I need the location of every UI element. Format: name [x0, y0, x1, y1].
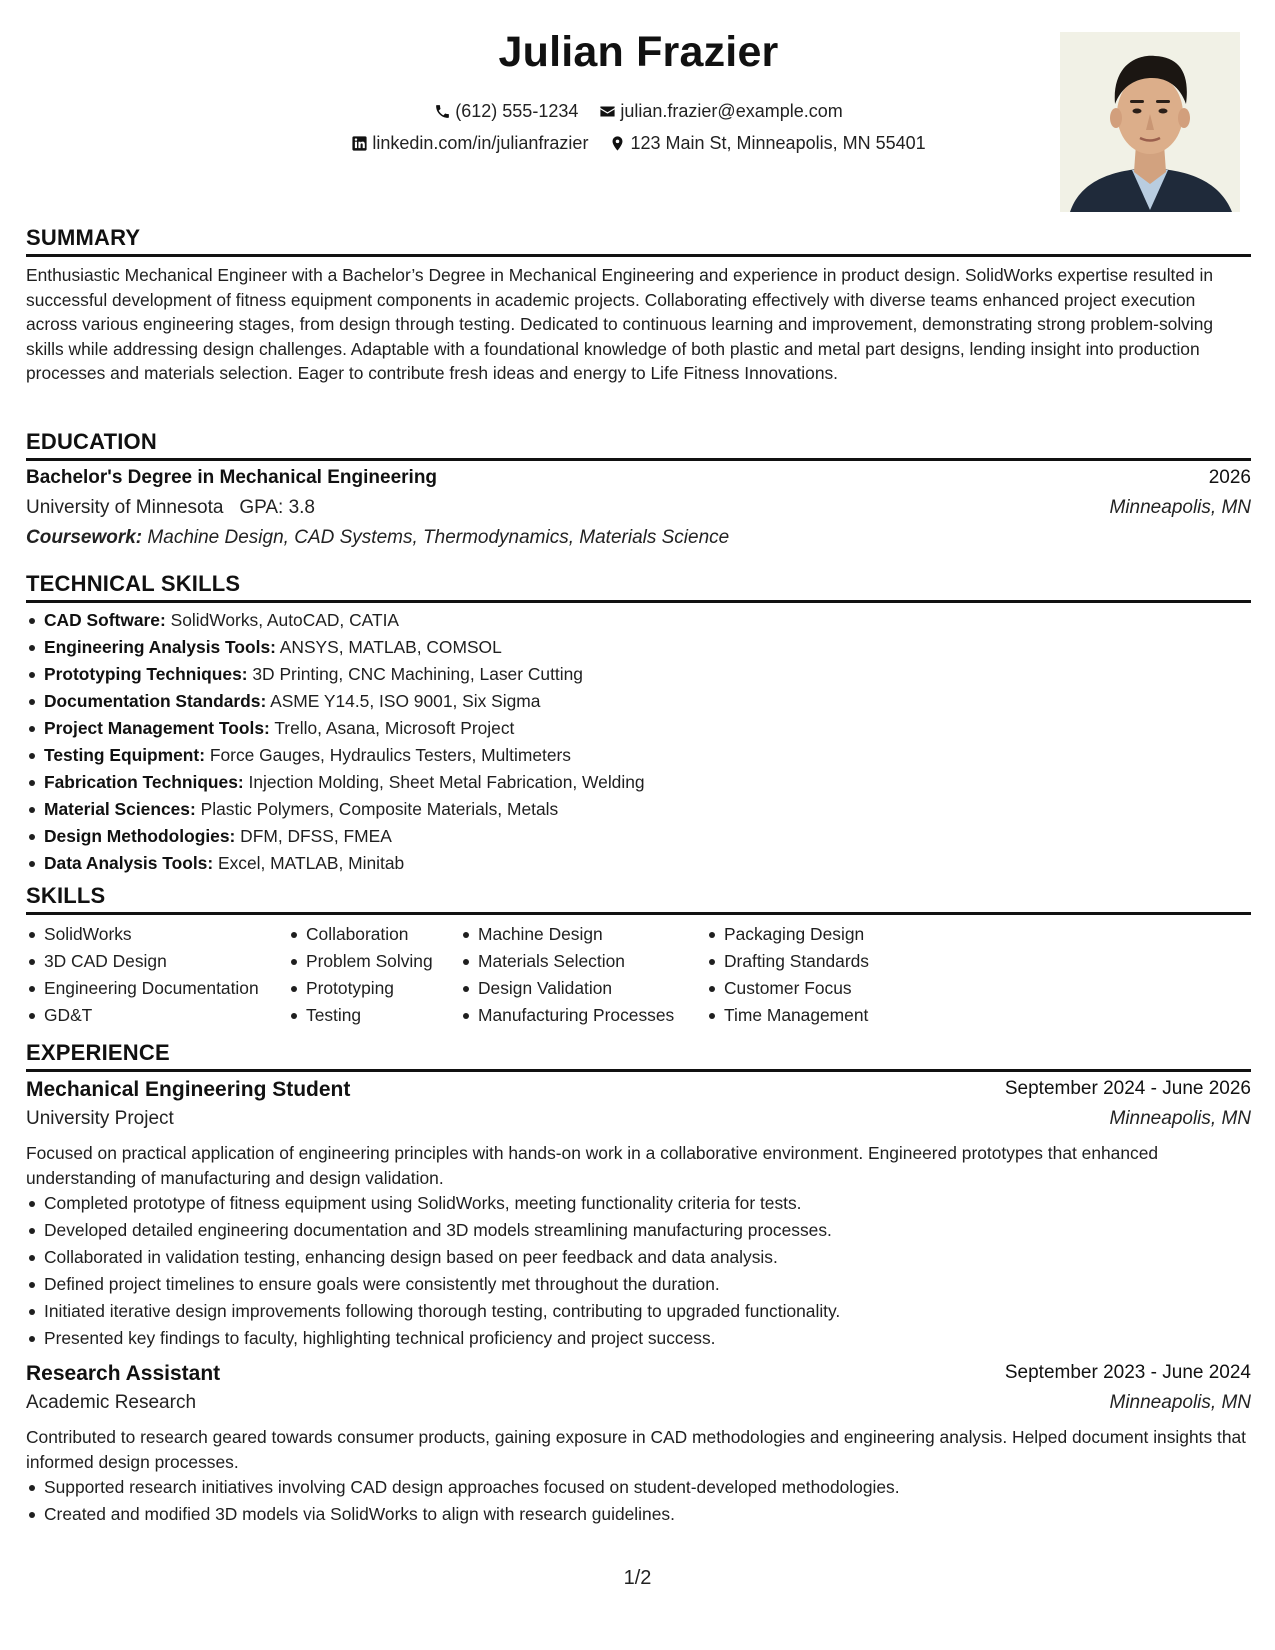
- skills-columns: [26, 921, 1251, 1031]
- skill-item: Customer Focus: [706, 975, 869, 1002]
- list-item: Presented key findings to faculty, highlighting technical proficiency and project success.: [26, 1325, 1251, 1352]
- job-dates: September 2024 - June 2026: [1004, 1078, 1251, 1099]
- skills-column: [460, 921, 674, 1029]
- summary-section: [26, 224, 1251, 386]
- summary-text: Enthusiastic Mechanical Engineer with a Bachelor’s Degree in Mechanical Engineering and experience in product design. SolidWorks expertise resulted in successful development of fitness equipment components in academic projects. Collaborating effectively with diverse teams enhanced project execution across various engineering stages, from design through testing. Dedicated to continuous learning and improvement, demonstrating strong problem-solving skills while addressing design challenges. Adaptable with a foundational knowledge of both plastic and metal part designs, lending insight into production processes and materials selection. Eager to contribute fresh ideas and energy to Life Fitness Innovations.: [26, 265, 1214, 383]
- skill-item: Time Management: [706, 1002, 869, 1029]
- email-text: julian.frazier@example.com: [620, 100, 843, 121]
- section-divider: [26, 254, 1251, 257]
- job-description: Contributed to research geared towards consumer products, gaining exposure in CAD methodologies and engineering analysis. Helped document insights that informed design processes.: [26, 1427, 1246, 1472]
- map-pin-icon: [609, 135, 626, 152]
- technical-skill-item: [26, 850, 1251, 877]
- technical-skill-item: [26, 742, 1251, 769]
- skill-item: GD&T: [26, 1002, 259, 1029]
- profile-photo: [1060, 32, 1240, 212]
- skill-item: Machine Design: [460, 921, 674, 948]
- skills-column: [288, 921, 433, 1029]
- job-header: [26, 1078, 1251, 1108]
- job-title: Mechanical Engineering Student: [26, 1078, 351, 1101]
- job-location: Minneapolis, MN: [1109, 1108, 1251, 1129]
- section-title: TECHNICAL SKILLS: [26, 571, 241, 596]
- skill-category-label: Data Analysis Tools:: [44, 853, 214, 873]
- degree-name: Bachelor's Degree in Mechanical Engineering: [26, 467, 438, 488]
- list-item: Completed prototype of fitness equipment using SolidWorks, meeting functionality criteria for tests.: [26, 1190, 1251, 1217]
- skill-category-label: CAD Software:: [44, 610, 166, 630]
- skill-item: Drafting Standards: [706, 948, 869, 975]
- skill-category-label: Project Management Tools:: [44, 718, 270, 738]
- section-divider: [26, 458, 1251, 461]
- skill-category-values: DFM, DFSS, FMEA: [240, 826, 392, 846]
- skill-category-values: Plastic Polymers, Composite Materials, Metals: [200, 799, 559, 819]
- skill-item: 3D CAD Design: [26, 948, 259, 975]
- page-number: 1/2: [623, 1567, 652, 1589]
- education-school-row: [26, 497, 1251, 527]
- job-description: Focused on practical application of engineering principles with hands-on work in a collaborative environment. Engineered prototypes that enhanced understanding of manufacturing and design validation.: [26, 1143, 1159, 1188]
- section-divider: [26, 1069, 1251, 1072]
- email-contact[interactable]: [599, 101, 842, 122]
- phone-contact[interactable]: [434, 101, 578, 122]
- skill-category-label: Fabrication Techniques:: [44, 772, 244, 792]
- skill-category-label: Documentation Standards:: [44, 691, 267, 711]
- candidate-name: Julian Frazier: [498, 28, 779, 76]
- job-title: Research Assistant: [26, 1362, 221, 1385]
- technical-skills-section: [26, 570, 1251, 877]
- gpa: GPA: 3.8: [239, 497, 315, 518]
- skill-category-values: Force Gauges, Hydraulics Testers, Multimeters: [209, 745, 571, 765]
- technical-skill-item: [26, 715, 1251, 742]
- job-entry: [26, 1362, 1251, 1528]
- envelope-icon: [599, 103, 616, 120]
- education-row: [26, 467, 1251, 497]
- technical-skill-item: [26, 796, 1251, 823]
- skill-category-label: Material Sciences:: [44, 799, 196, 819]
- skill-category-values: Trello, Asana, Microsoft Project: [274, 718, 515, 738]
- linkedin-icon: [351, 135, 368, 152]
- skills-section: [26, 882, 1251, 1031]
- section-title: SKILLS: [26, 883, 106, 908]
- job-dates: September 2023 - June 2024: [1004, 1362, 1251, 1383]
- skill-item: Packaging Design: [706, 921, 869, 948]
- list-item: Initiated iterative design improvements following thorough testing, contributing to upgraded functionality.: [26, 1298, 1251, 1325]
- job-org: Academic Research: [26, 1392, 197, 1413]
- section-title: SUMMARY: [26, 225, 141, 250]
- school-location: Minneapolis, MN: [1109, 497, 1251, 518]
- technical-skill-item: [26, 823, 1251, 850]
- job-org-row: [26, 1392, 1251, 1422]
- phone-text: (612) 555-1234: [455, 100, 579, 121]
- skill-item: Prototyping: [288, 975, 433, 1002]
- list-item: Collaborated in validation testing, enhancing design based on peer feedback and data analysis.: [26, 1244, 1251, 1271]
- section-title: EDUCATION: [26, 429, 157, 454]
- technical-skill-item: [26, 607, 1251, 634]
- skill-category-label: Design Methodologies:: [44, 826, 236, 846]
- resume-header: [26, 20, 1251, 220]
- address-contact: [609, 133, 925, 154]
- skill-item: Manufacturing Processes: [460, 1002, 674, 1029]
- technical-skill-item: [26, 661, 1251, 688]
- skill-category-values: SolidWorks, AutoCAD, CATIA: [170, 610, 399, 630]
- coursework-list: Machine Design, CAD Systems, Thermodynamics, Materials Science: [147, 527, 730, 548]
- list-item: Developed detailed engineering documentation and 3D models streamlining manufacturing processes.: [26, 1217, 1251, 1244]
- coursework-label: Coursework:: [26, 527, 143, 548]
- school-name: University of Minnesota: [26, 497, 224, 518]
- skill-category-label: Testing Equipment:: [44, 745, 206, 765]
- coursework-line: [26, 527, 1251, 549]
- job-entry: [26, 1078, 1251, 1352]
- technical-skill-item: [26, 688, 1251, 715]
- skill-item: Collaboration: [288, 921, 433, 948]
- list-item: Created and modified 3D models via SolidWorks to align with research guidelines.: [26, 1501, 1251, 1528]
- skill-category-values: Injection Molding, Sheet Metal Fabrication, Welding: [248, 772, 645, 792]
- school-line: [26, 497, 315, 519]
- address-text: 123 Main St, Minneapolis, MN 55401: [630, 132, 926, 153]
- section-divider: [26, 912, 1251, 915]
- linkedin-contact[interactable]: [351, 133, 588, 154]
- skill-category-values: Excel, MATLAB, Minitab: [217, 853, 405, 873]
- skill-item: SolidWorks: [26, 921, 259, 948]
- skill-category-label: Engineering Analysis Tools:: [44, 637, 276, 657]
- job-org: University Project: [26, 1108, 174, 1129]
- experience-section: [26, 1039, 1251, 1528]
- linkedin-text: linkedin.com/in/julianfrazier: [372, 132, 589, 153]
- skills-column: [26, 921, 259, 1029]
- job-bullets: [26, 1190, 1251, 1352]
- skill-item: Design Validation: [460, 975, 674, 1002]
- list-item: Defined project timelines to ensure goals were consistently met throughout the duration.: [26, 1271, 1251, 1298]
- skill-item: Engineering Documentation: [26, 975, 259, 1002]
- job-location: Minneapolis, MN: [1109, 1392, 1251, 1413]
- section-divider: [26, 600, 1251, 603]
- list-item: Supported research initiatives involving CAD design approaches focused on student-developed methodologies.: [26, 1474, 1251, 1501]
- section-title: EXPERIENCE: [26, 1040, 170, 1065]
- job-org-row: [26, 1108, 1251, 1138]
- skill-category-values: ANSYS, MATLAB, COMSOL: [279, 637, 502, 657]
- skill-item: Materials Selection: [460, 948, 674, 975]
- graduation-year: 2026: [1208, 467, 1251, 488]
- skill-category-label: Prototyping Techniques:: [44, 664, 248, 684]
- skill-item: Problem Solving: [288, 948, 433, 975]
- technical-skill-item: [26, 769, 1251, 796]
- skill-category-values: 3D Printing, CNC Machining, Laser Cutting: [252, 664, 583, 684]
- phone-icon: [434, 103, 451, 120]
- skill-category-values: ASME Y14.5, ISO 9001, Six Sigma: [270, 691, 541, 711]
- job-header: [26, 1362, 1251, 1392]
- skills-column: [706, 921, 869, 1029]
- technical-skill-item: [26, 634, 1251, 661]
- job-bullets: [26, 1474, 1251, 1528]
- skill-item: Testing: [288, 1002, 433, 1029]
- education-section: [26, 428, 1251, 549]
- technical-skills-list: [26, 607, 1251, 877]
